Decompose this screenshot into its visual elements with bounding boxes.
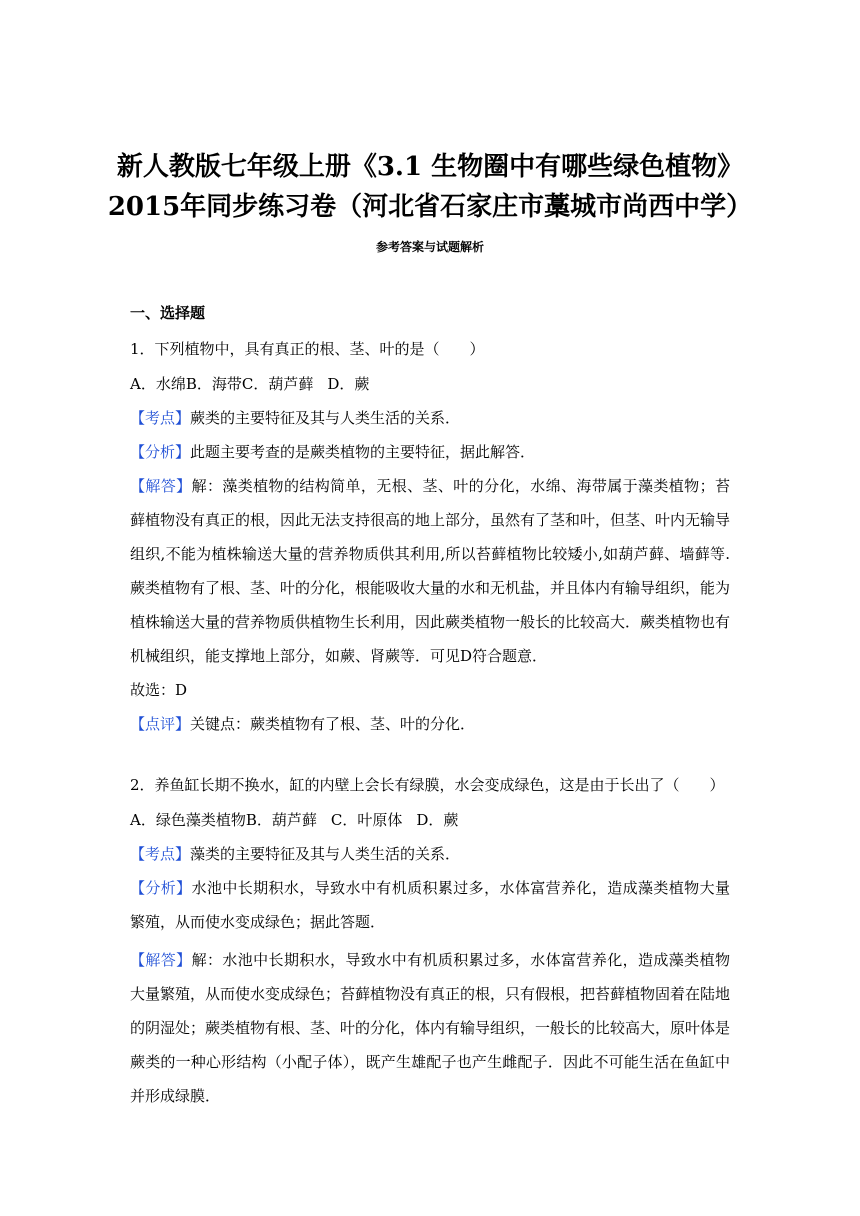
- fenxi-row: [130, 439, 730, 465]
- option-b: B．葫芦藓: [245, 811, 317, 829]
- option-d: D．蕨: [416, 811, 459, 829]
- option-a: A．绿色藻类植物: [130, 811, 246, 829]
- answer-row: 故选：D: [130, 681, 188, 699]
- fenxi-row: [130, 871, 730, 939]
- question-options: [130, 371, 730, 397]
- document-title-line1: 新人教版七年级上册《3.1 生物圈中有哪些绿色植物》: [116, 152, 744, 182]
- kaodian-tag: 【考点】: [130, 409, 191, 427]
- section-title: 一、选择题: [130, 304, 206, 322]
- jieda-tag: 【解答】: [130, 477, 192, 495]
- dianping-text: 关键点：蕨类植物有了根、茎、叶的分化．: [190, 715, 476, 733]
- jieda-text: 解：水池中长期积水，导致水中有机质积累过多，水体富营养化，造成藻类植物大量繁殖，从而使水变成绿色；苔藓植物没有真正的根，只有假根，把苔藓植物固着在陆地的阴湿处；蕨类植物有根、茎、叶的分化，体内有输导组织，一般长的比较高大，原叶体是蕨类的一种心形结构（小配子体），既产生雄配子也产生雌配子．因此不可能生活在鱼缸中并形成绿膜．: [130, 951, 731, 1105]
- dianping-tag: 【点评】: [130, 715, 191, 733]
- question-options: [130, 807, 730, 833]
- document-title-line2: 2015年同步练习卷（河北省石家庄市藁城市尚西中学）: [107, 192, 753, 222]
- option-a: A．水绵: [130, 375, 186, 393]
- jieda-row: [130, 469, 730, 673]
- document-subtitle: 参考答案与试题解析: [375, 240, 484, 254]
- jieda-text: 解：藻类植物的结构简单，无根、茎、叶的分化，水绵、海带属于藻类植物；苔藓植物没有真正的根，因此无法支持很高的地上部分，虽然有了茎和叶，但茎、叶内无输导组织,不能为植株输送大量的营养物质供其利用,所以苔藓植物比较矮小,如葫芦藓、墙藓等.蕨类植物有了根、茎、叶的分化，根能吸收大量的水和无机盐，并且体内有输导组织，能为植株输送大量的营养物质供植物生长利用，因此蕨类植物一般长的比较高大．蕨类植物也有机械组织，能支撑地上部分，如蕨、肾蕨等．可见D符合题意．: [130, 477, 731, 665]
- option-c: C．葫芦藓: [241, 375, 314, 393]
- fenxi-tag: 【分析】: [130, 443, 191, 461]
- fenxi-text: 此题主要考查的是蕨类植物的主要特征，据此解答．: [190, 443, 536, 461]
- kaodian-row: [130, 841, 730, 867]
- question-stem: 1．下列植物中，具有真正的根、茎、叶的是（ ）: [130, 340, 485, 358]
- fenxi-text: 水池中长期积水，导致水中有机质积累过多，水体富营养化，造成藻类植物大量繁殖，从而使水变成绿色；据此答题．: [130, 879, 730, 931]
- option-d: D．蕨: [327, 375, 370, 393]
- kaodian-tag: 【考点】: [130, 845, 191, 863]
- fenxi-tag: 【分析】: [130, 879, 192, 897]
- kaodian-text: 蕨类的主要特征及其与人类生活的关系．: [190, 409, 461, 427]
- question-stem: 2．养鱼缸长期不换水，缸的内壁上会长有绿膜，水会变成绿色，这是由于长出了（ ）: [130, 776, 725, 794]
- question-1: [130, 336, 730, 737]
- kaodian-row: [130, 405, 730, 431]
- kaodian-text: 藻类的主要特征及其与人类生活的关系．: [190, 845, 461, 863]
- jieda-tag: 【解答】: [130, 951, 192, 969]
- option-b: B．海带: [185, 375, 242, 393]
- option-c: C．叶原体: [330, 811, 403, 829]
- dianping-row: [130, 711, 730, 737]
- question-2: [130, 772, 730, 1113]
- jieda-row: [130, 943, 730, 1113]
